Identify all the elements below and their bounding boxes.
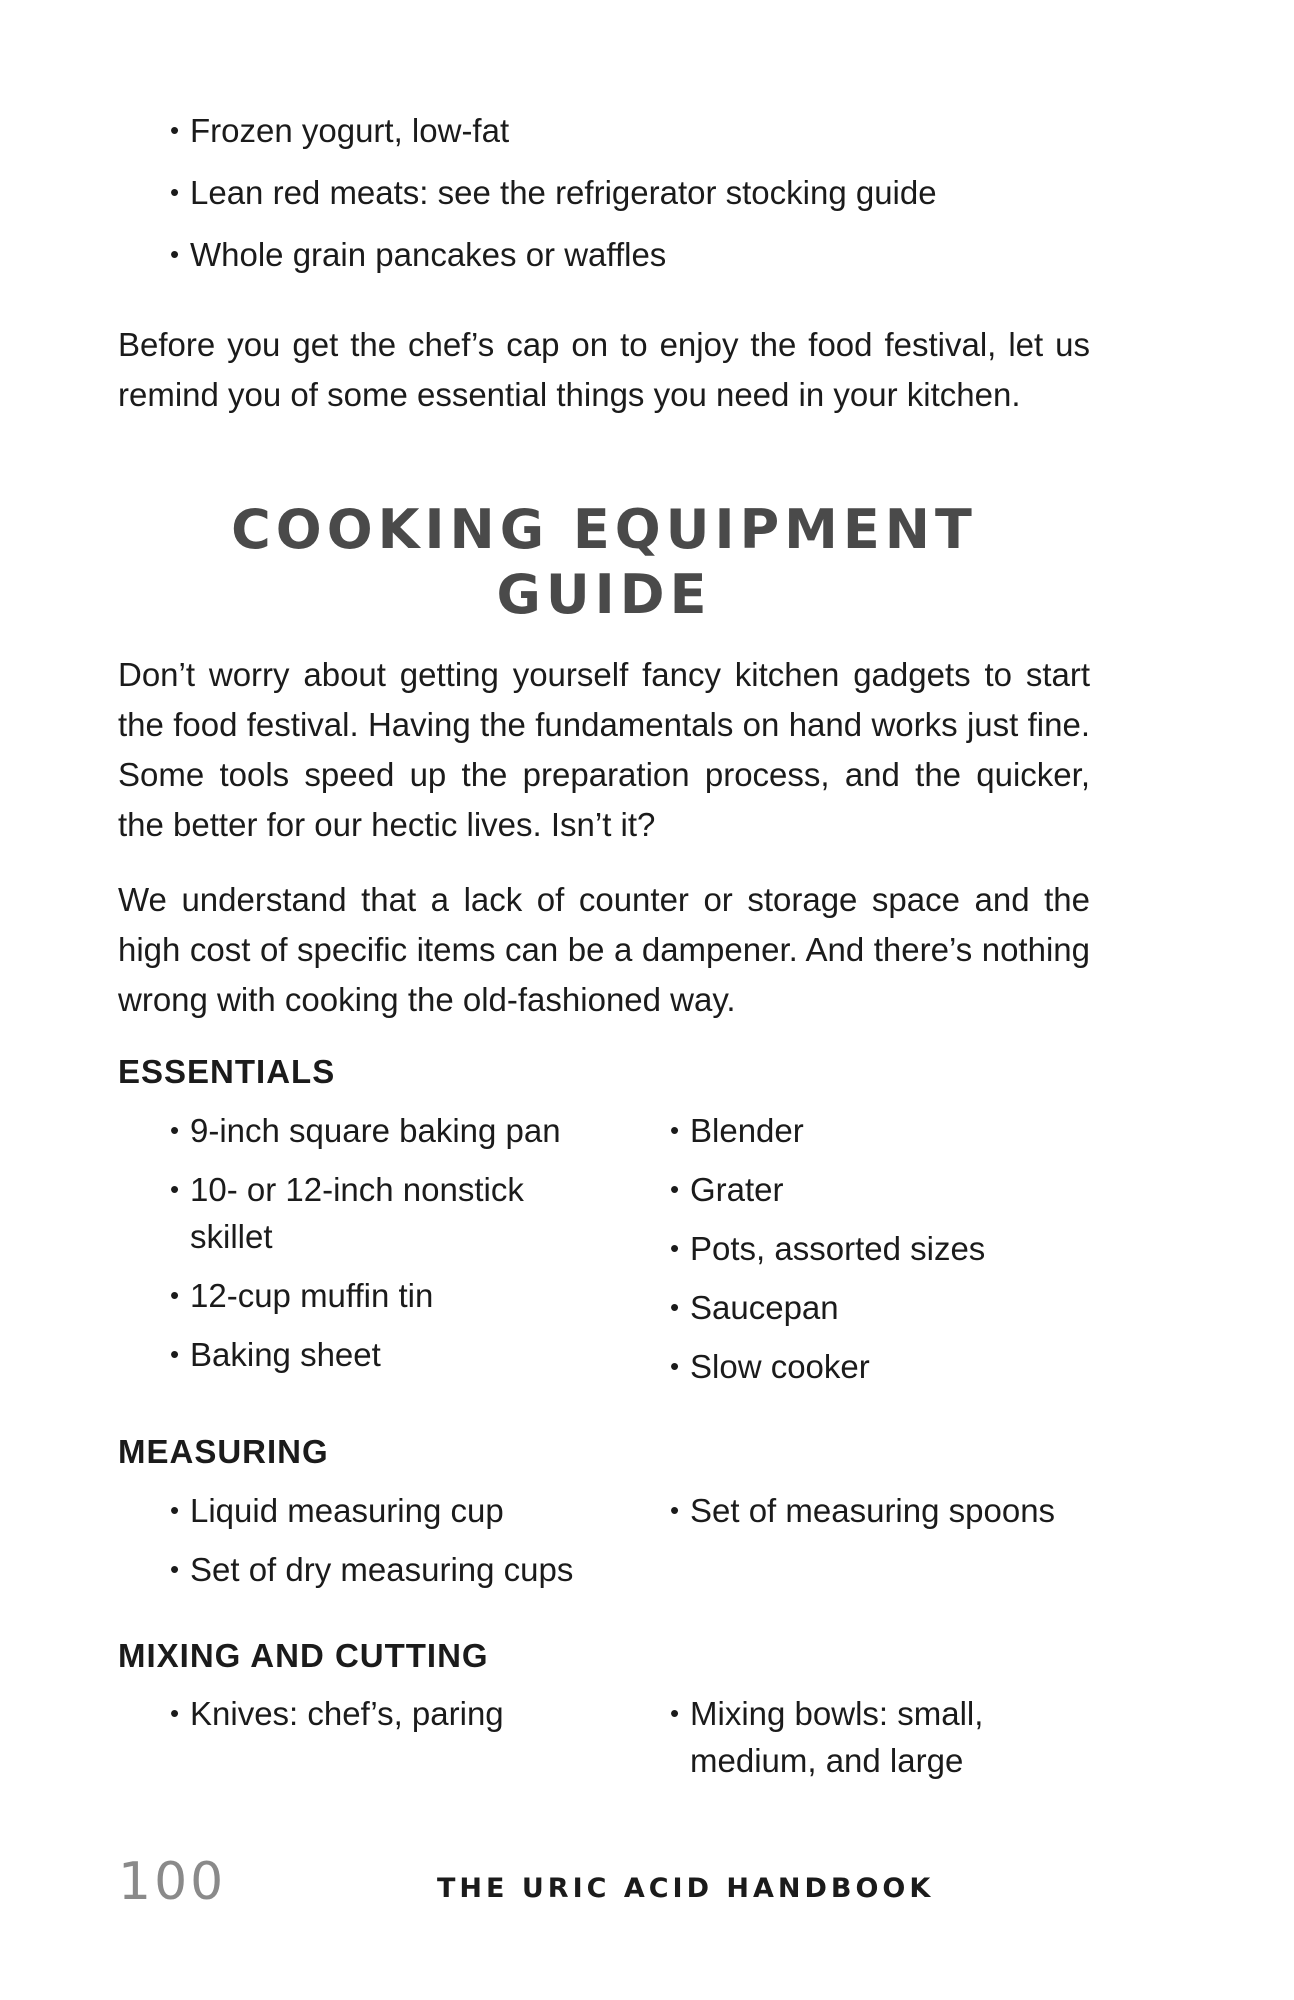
mixing-list-right	[670, 1690, 1090, 1796]
list-item: • Lean red meats: see the refrigerator stocking guide	[170, 169, 1070, 216]
mixing-list-left	[170, 1690, 610, 1749]
list-item: • Frozen yogurt, low-fat	[170, 107, 1070, 154]
section-title-line-2: GUIDE	[496, 563, 712, 626]
essentials-list-left	[170, 1107, 610, 1390]
running-footer-title: THE URIC ACID HANDBOOK	[437, 1873, 935, 1904]
list-item: • Pots, assorted sizes	[670, 1225, 1090, 1272]
measuring-heading: MEASURING	[118, 1433, 329, 1470]
section-title	[118, 497, 1090, 627]
mixing-heading: MIXING AND CUTTING	[118, 1637, 489, 1674]
essentials-heading: ESSENTIALS	[118, 1053, 336, 1090]
list-item: • Mixing bowls: small, medium, and large	[670, 1690, 1090, 1784]
top-food-list	[170, 107, 1070, 293]
body-paragraph: We understand that a lack of counter or storage space and the high cost of specific items can be a dampener. And there’s nothing wrong with cooking the old-fashioned way.	[118, 881, 1090, 1018]
measuring-list-left	[170, 1487, 610, 1605]
list-item: • Set of dry measuring cups	[170, 1546, 610, 1593]
list-item: • 12-cup muffin tin	[170, 1272, 610, 1319]
list-item: • Whole grain pancakes or waffles	[170, 231, 1070, 278]
list-item: • Baking sheet	[170, 1331, 610, 1378]
list-item: • Grater	[670, 1166, 1090, 1213]
list-item: • Liquid measuring cup	[170, 1487, 610, 1534]
list-item: • Knives: chef’s, paring	[170, 1690, 610, 1737]
list-item: • Set of measuring spoons	[670, 1487, 1090, 1534]
list-item: • 9-inch square baking pan	[170, 1107, 610, 1154]
essentials-list-right	[670, 1107, 1090, 1402]
list-item: • Slow cooker	[670, 1343, 1090, 1390]
list-item: • Blender	[670, 1107, 1090, 1154]
list-item: • 10- or 12-inch nonstick skillet	[170, 1166, 610, 1260]
section-title-line-1: COOKING EQUIPMENT	[231, 498, 977, 561]
body-paragraph: Don’t worry about getting yourself fancy kitchen gadgets to start the food festival. Having the fundamentals on hand works just fine. Some tools speed up the preparation process, and the quicker, the better for our hectic lives. Isn’t it?	[118, 656, 1090, 843]
measuring-list-right	[670, 1487, 1090, 1546]
page-number: 100	[118, 1852, 227, 1912]
list-item: • Saucepan	[670, 1284, 1090, 1331]
intro-paragraph: Before you get the chef’s cap on to enjoy the food festival, let us remind you of some essential things you need in your kitchen.	[118, 326, 1090, 413]
